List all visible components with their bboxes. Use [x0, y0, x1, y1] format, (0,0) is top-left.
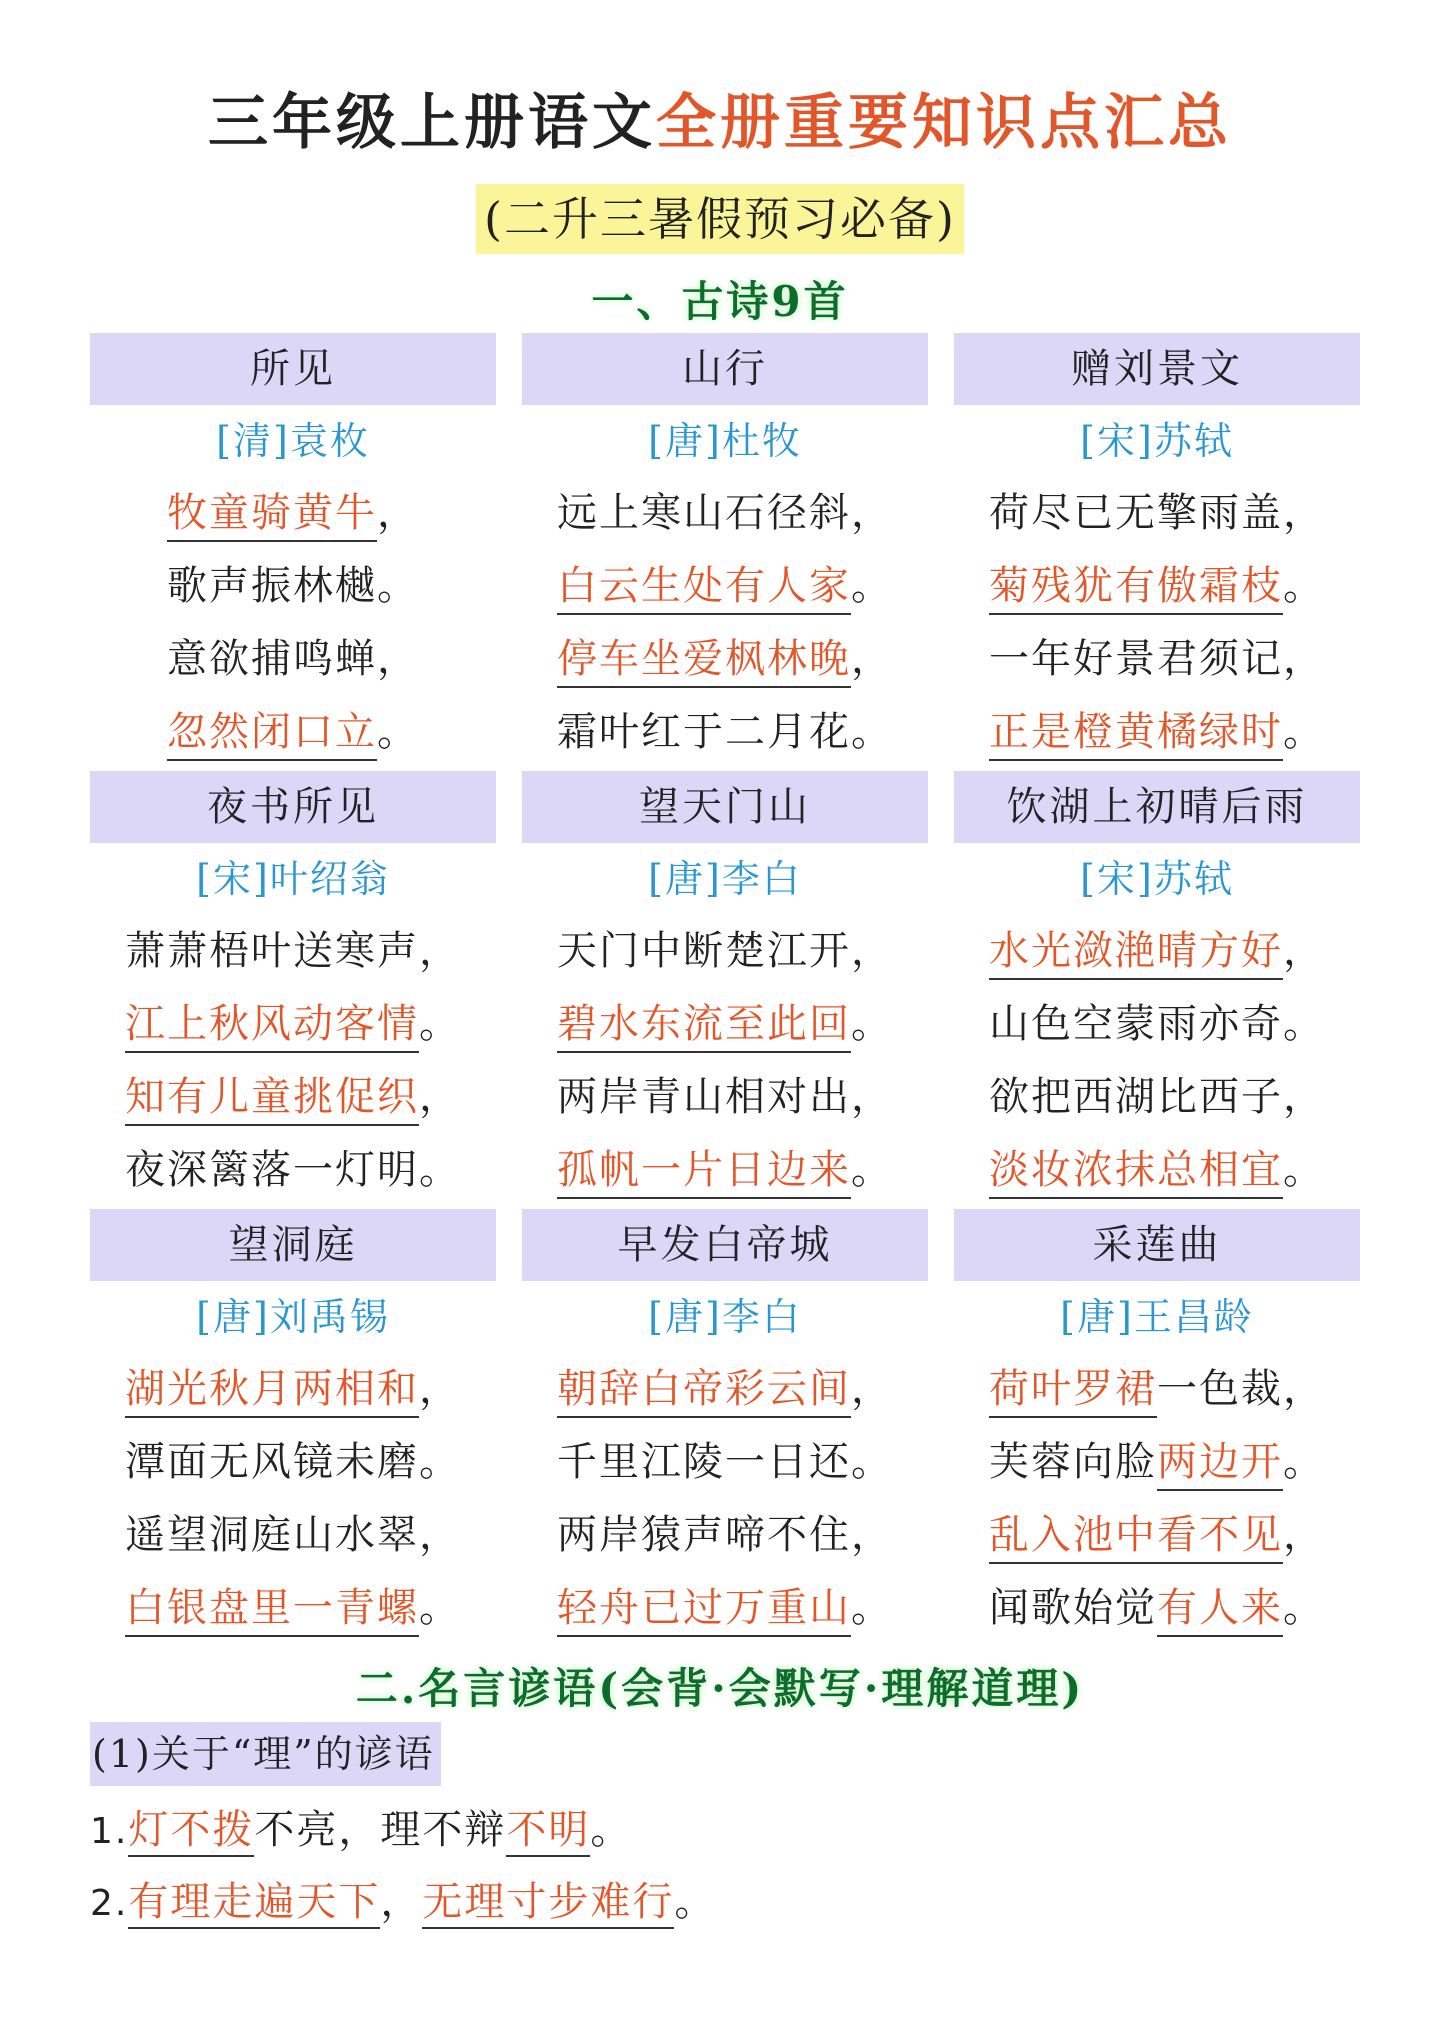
highlighted-text: 朝辞白帝彩云间 [557, 1362, 851, 1418]
poem-title: 赠刘景文 [954, 333, 1360, 405]
plain-text: 。 [377, 563, 419, 609]
highlighted-text: 白银盘里一青螺 [125, 1581, 419, 1637]
poem-lines [522, 915, 928, 1207]
plain-text: ， [377, 636, 419, 682]
poem-lines [954, 477, 1360, 769]
plain-text: 遥望洞庭山水翠 [125, 1512, 419, 1558]
plain-text: 芙蓉向脸 [989, 1439, 1157, 1485]
plain-text: 。 [1283, 1439, 1325, 1485]
highlighted-text: 菊残犹有傲霜枝 [989, 559, 1283, 615]
poem-line [954, 1499, 1360, 1572]
section2-heading: 二.名言谚语(会背·会默写·理解道理) [355, 1664, 1085, 1713]
plain-text: 。 [590, 1807, 633, 1853]
section1-heading: 一、古诗9首 [591, 277, 849, 326]
plain-text: ， [1283, 1512, 1325, 1558]
subtitle: (二升三暑假预习必备) [476, 184, 964, 254]
plain-text: 不亮，理不辩 [254, 1807, 507, 1853]
poem-line [522, 988, 928, 1061]
poem-line [522, 477, 928, 550]
plain-text: ， [851, 1512, 893, 1558]
poem-card [954, 771, 1360, 1209]
poem-line [522, 696, 928, 769]
highlighted-text: 乱入池中看不见 [989, 1508, 1283, 1564]
category-label: (1)关于“理”的谚语 [90, 1722, 441, 1786]
poem-line [90, 1426, 496, 1499]
highlighted-text: 荷叶罗裙 [989, 1362, 1157, 1418]
plain-text: 。 [1283, 563, 1325, 609]
highlighted-text: 淡妆浓抹总相宜 [989, 1143, 1283, 1199]
plain-text: 。 [674, 1879, 717, 1925]
poem-card [522, 333, 928, 771]
plain-text: 霜叶红于二月花 [557, 709, 851, 755]
poem-line [90, 1572, 496, 1645]
plain-text: 山色空蒙雨亦奇 [989, 1001, 1283, 1047]
saying-number: 2. [90, 1883, 129, 1924]
plain-text: 。 [419, 1147, 461, 1193]
plain-text: 。 [851, 1439, 893, 1485]
poem-lines [522, 1353, 928, 1645]
plain-text: 。 [851, 709, 893, 755]
poem-title: 采莲曲 [954, 1209, 1360, 1281]
poem-card [954, 333, 1360, 771]
poem-author: [宋]苏轼 [1080, 419, 1234, 463]
plain-text: 。 [419, 1585, 461, 1631]
poem-line [90, 1134, 496, 1207]
plain-text: ， [1283, 1366, 1325, 1412]
highlighted-text: 孤帆一片日边来 [557, 1143, 851, 1199]
poem-line [522, 1426, 928, 1499]
plain-text: 潭面无风镜未磨 [125, 1439, 419, 1485]
plain-text: ， [1283, 928, 1325, 974]
plain-text: ， [419, 1074, 461, 1120]
plain-text: 。 [377, 709, 419, 755]
poem-lines [90, 1353, 496, 1645]
plain-text: 萧萧梧叶送寒声 [125, 928, 419, 974]
saying-number: 1. [90, 1811, 129, 1852]
plain-text: 。 [419, 1001, 461, 1047]
poem-title: 早发白帝城 [522, 1209, 928, 1281]
poem-title: 望洞庭 [90, 1209, 496, 1281]
subtitle-wrap [0, 184, 1440, 254]
poem-line [954, 550, 1360, 623]
plain-text: 。 [851, 563, 893, 609]
highlighted-text: 知有儿童挑促织 [125, 1070, 419, 1126]
poem-line [522, 1134, 928, 1207]
highlighted-text: 两边开 [1157, 1435, 1283, 1491]
highlighted-text: 灯不拨 [128, 1805, 254, 1857]
plain-text: 远上寒山石径斜 [557, 490, 851, 536]
poem-title: 望天门山 [522, 771, 928, 843]
poem-card [90, 333, 496, 771]
plain-text: 荷尽已无擎雨盖 [989, 490, 1283, 536]
plain-text: 闻歌始觉 [989, 1585, 1157, 1631]
poem-line [90, 623, 496, 696]
poem-line [90, 477, 496, 550]
highlighted-text: 轻舟已过万重山 [557, 1581, 851, 1637]
plain-text: 。 [1283, 709, 1325, 755]
poem-line [90, 1061, 496, 1134]
plain-text: 。 [1283, 1001, 1325, 1047]
plain-text: 。 [1283, 1147, 1325, 1193]
poem-line [522, 1353, 928, 1426]
title-part2: 全册重要知识点汇总 [656, 88, 1232, 158]
poem-line [954, 623, 1360, 696]
plain-text: ， [851, 928, 893, 974]
poem-line [954, 477, 1360, 550]
plain-text: 欲把西湖比西子 [989, 1074, 1283, 1120]
poem-grid [90, 333, 1360, 1647]
poem-line [954, 988, 1360, 1061]
poem-line [522, 915, 928, 988]
poem-card [522, 771, 928, 1209]
plain-text: 。 [851, 1147, 893, 1193]
plain-text: ， [851, 490, 893, 536]
plain-text: 一色裁 [1157, 1366, 1283, 1412]
poem-line [90, 696, 496, 769]
plain-text: 意欲捕鸣蝉 [167, 636, 377, 682]
plain-text: ， [1283, 1074, 1325, 1120]
plain-text: ， [380, 1879, 423, 1925]
poem-line [954, 1426, 1360, 1499]
plain-text: 两岸猿声啼不住 [557, 1512, 851, 1558]
poem-author: [唐]王昌龄 [1060, 1295, 1254, 1339]
poem-title: 饮湖上初晴后雨 [954, 771, 1360, 843]
plain-text: 千里江陵一日还 [557, 1439, 851, 1485]
poem-lines [954, 915, 1360, 1207]
poem-lines [90, 915, 496, 1207]
poem-line [522, 1061, 928, 1134]
highlighted-text: 有理走遍天下 [128, 1877, 380, 1929]
poem-title: 山行 [522, 333, 928, 405]
poem-author: [唐]刘禹锡 [196, 1295, 390, 1339]
plain-text: ， [1283, 490, 1325, 536]
highlighted-text: 牧童骑黄牛 [167, 486, 377, 542]
poem-lines [90, 477, 496, 769]
poem-line [954, 1134, 1360, 1207]
title-part1: 三年级上册语文 [208, 88, 656, 158]
highlighted-text: 无理寸步难行 [422, 1877, 674, 1929]
poem-card [90, 1209, 496, 1647]
plain-text: ， [851, 636, 893, 682]
plain-text: 夜深篱落一灯明 [125, 1147, 419, 1193]
highlighted-text: 江上秋风动客情 [125, 997, 419, 1053]
poem-line [954, 1353, 1360, 1426]
highlighted-text: 水光潋滟晴方好 [989, 924, 1283, 980]
plain-text: 一年好景君须记 [989, 636, 1283, 682]
plain-text: ， [419, 928, 461, 974]
poem-lines [522, 477, 928, 769]
poem-author: [唐]李白 [648, 857, 802, 901]
poem-card [90, 771, 496, 1209]
poem-author: [唐]杜牧 [648, 419, 802, 463]
highlighted-text: 正是橙黄橘绿时 [989, 705, 1283, 761]
poem-card [954, 1209, 1360, 1647]
highlighted-text: 碧水东流至此回 [557, 997, 851, 1053]
poem-card [522, 1209, 928, 1647]
plain-text: 歌声振林樾 [167, 563, 377, 609]
poem-lines [954, 1353, 1360, 1645]
highlighted-text: 有人来 [1157, 1581, 1283, 1637]
poem-author: [唐]李白 [648, 1295, 802, 1339]
poem-line [522, 1572, 928, 1645]
poem-line [954, 915, 1360, 988]
plain-text: 。 [1283, 1585, 1325, 1631]
poem-author: [宋]叶绍翁 [196, 857, 390, 901]
saying-2 [90, 1872, 716, 1934]
poem-line [90, 915, 496, 988]
page-title [0, 78, 1440, 168]
poem-line [90, 1499, 496, 1572]
plain-text: ， [1283, 636, 1325, 682]
plain-text: 。 [851, 1001, 893, 1047]
poem-line [522, 1499, 928, 1572]
highlighted-text: 停车坐爱枫林晚 [557, 632, 851, 688]
plain-text: 天门中断楚江开 [557, 928, 851, 974]
plain-text: ， [419, 1366, 461, 1412]
plain-text: ， [851, 1074, 893, 1120]
plain-text: ， [377, 490, 419, 536]
highlighted-text: 白云生处有人家 [557, 559, 851, 615]
poem-line [954, 1572, 1360, 1645]
highlighted-text: 湖光秋月两相和 [125, 1362, 419, 1418]
plain-text: 。 [419, 1439, 461, 1485]
plain-text: 。 [851, 1585, 893, 1631]
poem-line [954, 1061, 1360, 1134]
saying-1 [90, 1800, 632, 1862]
poem-author: [清]袁枚 [216, 419, 370, 463]
poem-title: 所见 [90, 333, 496, 405]
poem-line [90, 550, 496, 623]
poem-line [90, 988, 496, 1061]
poem-line [90, 1353, 496, 1426]
poem-line [522, 550, 928, 623]
plain-text: 两岸青山相对出 [557, 1074, 851, 1120]
highlighted-text: 不明 [506, 1805, 590, 1857]
poem-line [522, 623, 928, 696]
plain-text: ， [851, 1366, 893, 1412]
poem-author: [宋]苏轼 [1080, 857, 1234, 901]
highlighted-text: 忽然闭口立 [167, 705, 377, 761]
poem-line [954, 696, 1360, 769]
plain-text: ， [419, 1512, 461, 1558]
poem-title: 夜书所见 [90, 771, 496, 843]
